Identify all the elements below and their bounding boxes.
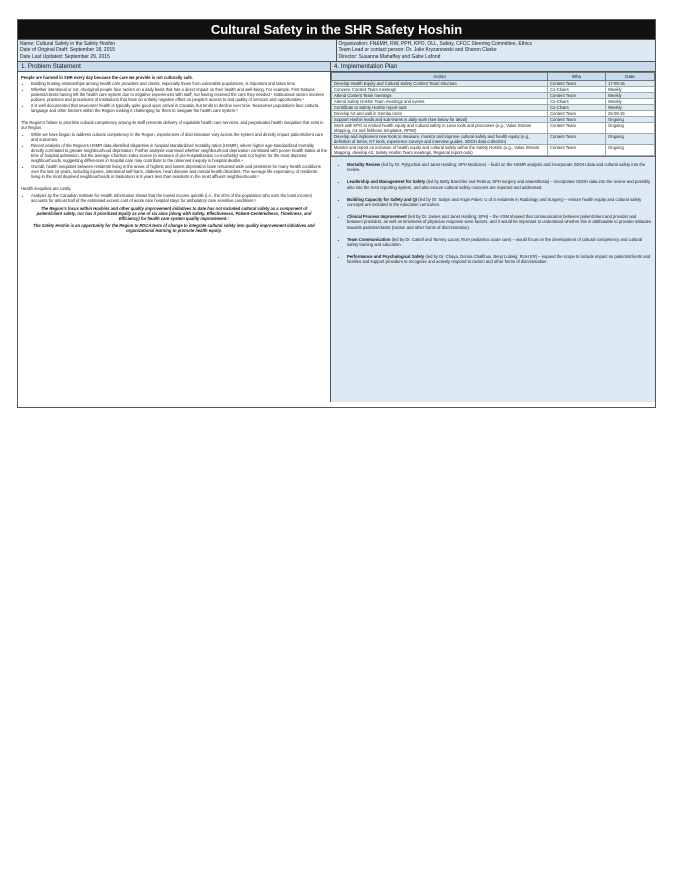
list-item bbox=[347, 237, 651, 248]
cell-who: Content Team bbox=[548, 122, 606, 133]
implementation-plan-rows bbox=[332, 80, 655, 155]
pillar-name: Performance and Psychological Safety bbox=[347, 253, 425, 259]
list-item: • While we have begun to address cultural competency in the Region, experiences of discrimination vary across the system and directly impact patient/client care and outcomes. bbox=[31, 132, 327, 142]
table-row bbox=[332, 144, 655, 155]
cell-who: Content Team bbox=[548, 133, 606, 144]
table-row bbox=[332, 133, 655, 144]
cell-action: Attend Safety Hoshin Team meetings and events bbox=[332, 98, 548, 104]
implementation-plan-heading: 4. Implementation Plan bbox=[331, 62, 655, 72]
list-item bbox=[347, 197, 651, 208]
pillar-text: (led by Dr. Sabyn and Angie Palen; U of S residents in Radiology and Surgery) – ensure health equity and cultural safety concepts are included in the education curriculum. bbox=[347, 196, 642, 207]
column-header-who: Who bbox=[548, 72, 606, 80]
cell-action: Attend Content Team meetings bbox=[332, 92, 548, 98]
cell-date: Weekly bbox=[606, 86, 655, 92]
cell-who: Co-Chairs bbox=[548, 104, 606, 110]
cell-who: Content Team bbox=[548, 116, 606, 122]
problem-statement-section bbox=[18, 62, 331, 402]
meta-left bbox=[18, 40, 337, 61]
cell-action: Develop and implement new tools to measure, monitor and improve cultural safety and health equity (e.g., definition of terms, KT tools, experience surveys and interview guides, SDOH data collection) bbox=[332, 133, 548, 144]
cell-action: Monitor and report on inclusion of health equity and cultural safety within the Safety Hoshin (e.g., Value Stream Mapping, develop A3, Safety Hoshin Team meetings, Regional report-outs) bbox=[332, 144, 548, 155]
cell-who: Content Team bbox=[548, 110, 606, 116]
meta-organization: Organization: FN&MH, RW, PPH, KPO, OLL, Safety, CFCC Steering Committee, Ethics bbox=[338, 41, 532, 47]
cell-date: 25-09-15 bbox=[606, 110, 655, 116]
list-item bbox=[347, 162, 651, 173]
cell-who: Content Team bbox=[548, 80, 606, 86]
cell-date: 17-09-15 bbox=[606, 80, 655, 86]
problem-paragraph-2: The Region's failure to prioritize cultural competency among its staff prevents delivery of equitable health care services, and perpetuates health inequities that exist in our Region. bbox=[21, 120, 324, 131]
content-columns bbox=[18, 61, 655, 402]
meta-contact: Team Lead or contact person: Dr. Julie Kryzanowski and Sharon Clarke bbox=[338, 47, 497, 54]
pillar-text: (led by Dr. Cattell and Tammy Lucas; RUH pediatrics acute care) – would focus on the development of cultural competency and cultural safety training and education. bbox=[347, 236, 642, 247]
list-item: • It is well documented that newcomer health is typically quite good upon arrival in Canada, but tends to decline over time. Newcomer populations face cultural, language and other barriers within the Region making it challenging for them to navigate the health care system.³ bbox=[31, 103, 327, 113]
meta-original-draft: Date of Original Draft: September 18, 2015 bbox=[20, 47, 116, 54]
cell-action: Develop A3 and wall in Gemba room bbox=[332, 110, 548, 116]
list-item bbox=[347, 179, 651, 190]
pillar-bullets bbox=[337, 162, 651, 265]
hoshin-sheet bbox=[17, 19, 656, 408]
meta-name: Name: Cultural Safety in the Safety Hoshin bbox=[20, 41, 116, 47]
list-item: • Building trusting relationships among health care providers and clients, especially those from vulnerable populations, is important and takes time. bbox=[31, 81, 327, 86]
pillar-text: (led by Dr. Pylypchuk and Janet Harding; SPH Medicine) – build on the HSMR analysis and incorporate SDOH data and cultural safety into the review. bbox=[347, 161, 646, 173]
cell-action: Develop Health Equity and Cultural Safety Content Team structure bbox=[332, 80, 548, 86]
cell-date: Weekly bbox=[606, 98, 655, 104]
cell-date: Ongoing bbox=[606, 116, 655, 122]
list-item bbox=[347, 254, 651, 265]
cell-action: Work with KPO to embed health equity and cultural safety in Lean tools and processes (e.g., Value Stream Mapping, A3 and fishbone templates, RPIW) bbox=[332, 122, 548, 133]
meta-last-updated: Date Last Updated: September 29, 2015 bbox=[20, 53, 110, 60]
problem-bullets-3 bbox=[21, 193, 327, 203]
cell-who: Co-Chairs bbox=[548, 86, 606, 92]
pillar-text: (led by Dr. James and Janet Harding; SPH) – the VSM showed that communication between patient/client and provider and between providers, as well as timeliness of physician response were factors, and it would be important to understand whether this is attributable to provider attitudes towards patients/clients (racism and other forms of discrimination). bbox=[347, 213, 651, 230]
problem-paragraph-3: Health inequities are costly. bbox=[21, 185, 72, 191]
pillar-text: (led by Betty Boechler and Petrina; SPH surgery and anaesthesia) – incorporate SDOH data into the review and possibly also into the SAS reporting system, and also ensure cultural safety concerns are reported and addressed. bbox=[347, 179, 651, 190]
cell-date: Ongoing bbox=[606, 144, 655, 155]
cell-who: Content Team bbox=[548, 144, 606, 155]
problem-intro: People are harmed in SHR every day because the care we provide is not culturally safe. bbox=[21, 74, 193, 80]
cell-date: Ongoing bbox=[606, 122, 655, 133]
document-title: Cultural Safety in the SHR Safety Hoshin bbox=[18, 20, 655, 39]
cell-date: Weekly bbox=[606, 104, 655, 110]
meta-right bbox=[337, 40, 656, 61]
cell-who: Content Team bbox=[548, 92, 606, 98]
problem-bullets-2 bbox=[21, 132, 327, 179]
cell-action: Contribute to Safety Hoshin report-outs bbox=[332, 104, 548, 110]
table-row bbox=[332, 122, 655, 133]
list-item: • Recent analysis of the Region's HSMR data identified disparities in hospital standardized mortality ratios (HSMR), where higher age-standardized mortality directly correlated to greater neighbourhood deprivation. Further analysis examined whether neighbourhood deprivation correlated with poorer health status at the time of hospital admission, but the average Charlson index scores (a measure of pre-hospitalization co-morbidity) was not higher for the most deprived neighbourhoods, suggesting differences in hospital care may contribute to the observed inequity in hospital deaths.⁴ bbox=[31, 143, 327, 163]
cell-who: Co-Chairs bbox=[548, 98, 606, 104]
cell-action: Convene Content Team meetings bbox=[332, 86, 548, 92]
list-item: • Overall, health inequities between residents living in the areas of highest and lowest deprivation have remained wide and persistent for many health conditions over the last 15 years, including injuries, intentional self-harm, diabetes, heart disease and mental health disorders. The average life expectancy of residents living in the most deprived neighbourhoods in Saskatoon is 9 years less than residents in the most affluent neighbourhoods.⁵ bbox=[31, 164, 327, 179]
pillar-name: Team Communication bbox=[347, 236, 391, 242]
meta-director: Director: Susanna Mahaffey and Gabe Lafond bbox=[338, 53, 441, 60]
problem-statement-heading: 1. Problem Statement bbox=[18, 62, 330, 72]
meta-block bbox=[18, 39, 655, 61]
list-item: • Analysis by the Canadian Institute for Health Information shows that the lowest income quintile (i.e., the 20% of the population who earn the least income) accounts for almost half of the estimated excess cost of acute care hospital stays for ambulatory care sensitive conditions.⁶ bbox=[31, 193, 327, 203]
implementation-plan-table bbox=[331, 72, 655, 156]
cell-action: Support Hoshin leads and sub-teams in daily work (see below for detail) bbox=[332, 116, 548, 122]
list-item: • Whether intentional or not, Aboriginal people face racism on a daily basis that has a direct impact on their health and well-being. For example, First Nations patients/clients having left the health care system due to negative experiences with staff, not having received the care they needed.¹ Institutional racism involves policies, practices and procedures of institutions that have an unfairly negative effect on people's access to and quality of services and opportunities.² bbox=[31, 87, 327, 102]
pillar-name: Building Capacity for Safety and QI bbox=[347, 196, 418, 202]
table-header-row bbox=[332, 72, 655, 80]
problem-statement-body bbox=[18, 72, 330, 402]
pillar-name: Leadership and Management for Safety bbox=[347, 179, 426, 185]
cell-date: Ongoing bbox=[606, 133, 655, 144]
focus-statement: The Region's focus within Hoshins and other quality improvement initiatives to date has not included cultural safety as a component of patient/client safety, nor has it prioritized Equity as one of six aims (along with Safety, Effectiveness, Patient-Centeredness, Timeliness, and Efficiency) for health care system quality improvement.⁷ bbox=[36, 205, 312, 221]
opportunity-statement: The Safety Hoshin is an opportunity for the Region to PDCA tests of change to integrate cultural safety into quality improvement initiatives and organizational learning to promote health equity. bbox=[33, 223, 315, 234]
pillar-text: (led by Dr. Chaya, Donna Challfoux, Beryl Ludwig; RUH ER) – expand the scope to include impact on patients/clients and families and support providers to recognize and actively respond to racism and other forms of discrimination. bbox=[347, 253, 651, 265]
column-header-action: Action bbox=[332, 72, 548, 80]
implementation-plan-section bbox=[331, 62, 655, 402]
pillar-list bbox=[331, 156, 655, 402]
column-header-date: Date bbox=[606, 72, 655, 80]
pillar-name: Mortality Review bbox=[347, 161, 381, 167]
pillar-name: Clinical Process Improvement bbox=[347, 213, 407, 219]
cell-date: Weekly bbox=[606, 92, 655, 98]
list-item bbox=[347, 214, 651, 230]
problem-bullets-1 bbox=[21, 81, 327, 113]
